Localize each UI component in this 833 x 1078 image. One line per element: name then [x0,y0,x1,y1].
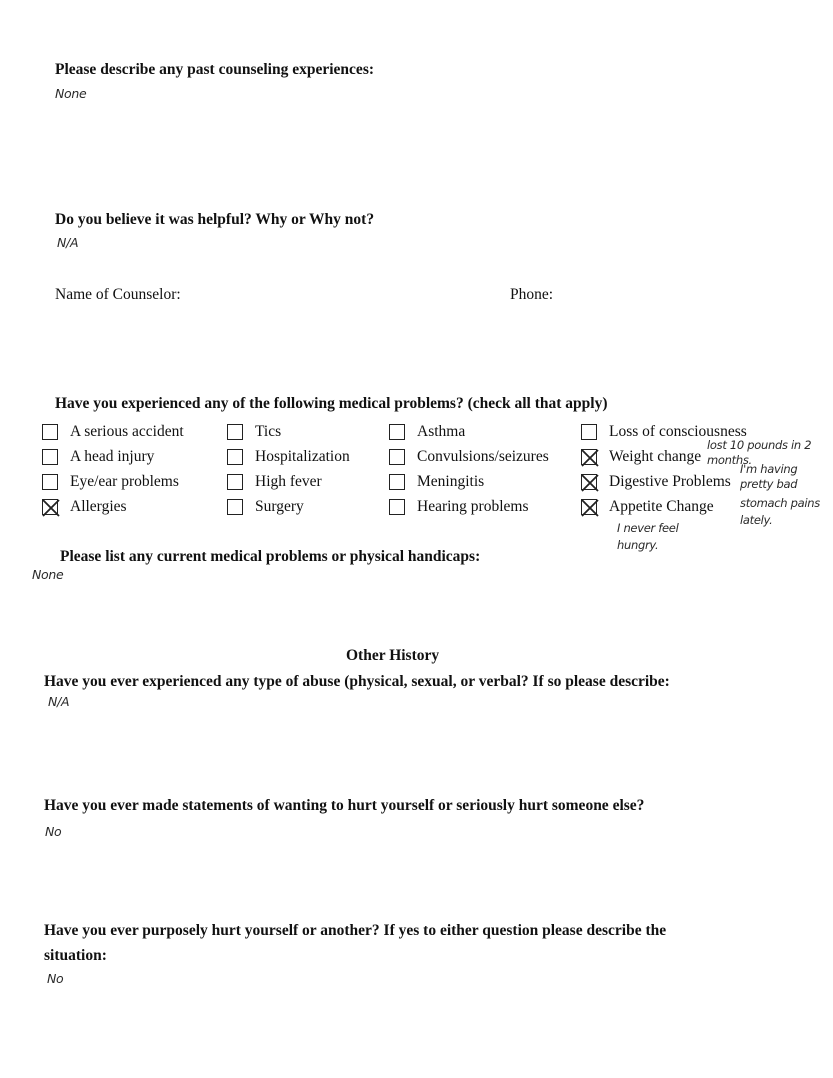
checkbox[interactable] [389,499,405,515]
checkbox[interactable] [389,424,405,440]
checkbox-label: Surgery [255,498,304,515]
checkbox-label: Loss of consciousness [609,423,747,440]
current-medical-answer[interactable]: None [32,567,64,582]
checkbox-item[interactable] [389,473,484,491]
medical-problems-question: Have you experienced any of the following medical problems? (check all that apply) [55,395,608,412]
check-x-icon [579,472,601,494]
checkbox-label: Appetite Change [609,498,714,515]
abuse-answer[interactable]: N/A [48,694,70,709]
checkbox-label: Convulsions/seizures [417,448,549,465]
past-counseling-question: Please describe any past counseling experiences: [55,61,375,78]
checkbox-item[interactable] [227,473,322,491]
checkbox[interactable] [581,499,597,515]
digestive-note-line: pretty bad [740,477,798,491]
checkbox-item[interactable] [389,498,528,516]
digestive-note-line: lately. [740,513,773,527]
checkbox[interactable] [581,424,597,440]
checkbox-item[interactable] [42,423,184,441]
checkbox-label: Meningitis [417,473,485,490]
appetite-note-line: I never feel [617,521,679,535]
checkbox-label: A serious accident [70,423,184,440]
checkbox-label: Hospitalization [255,448,350,465]
checkbox[interactable] [42,424,58,440]
checkbox[interactable] [42,474,58,490]
helpful-question: Do you believe it was helpful? Why or Why not? [55,211,375,228]
checkbox[interactable] [227,474,243,490]
checkbox[interactable] [227,499,243,515]
checkbox-item[interactable] [42,473,179,491]
hurt-statements-question: Have you ever made statements of wanting to hurt yourself or seriously hurt someone else? [44,797,645,814]
checkbox-item[interactable] [389,423,465,441]
weight-change-note-line: months. [707,453,752,467]
checkbox[interactable] [389,474,405,490]
check-x-icon [579,447,601,469]
counselor-name-label: Name of Counselor: [55,286,181,303]
checkbox[interactable] [581,474,597,490]
abuse-question: Have you ever experienced any type of abuse (physical, sexual, or verbal? If so please describe: [44,673,670,690]
checkbox-label: Weight change [609,448,702,465]
purposely-hurt-question-line: Have you ever purposely hurt yourself or another? If yes to either question please describe the [44,922,667,939]
weight-change-note-line: lost 10 pounds in 2 [707,438,812,452]
past-counseling-answer[interactable]: None [55,86,87,101]
checkbox-label: A head injury [70,448,155,465]
checkbox[interactable] [389,449,405,465]
checkbox-label: Allergies [70,498,127,515]
checkbox-item[interactable] [42,498,127,516]
counselor-phone-label: Phone: [510,286,554,303]
checkbox-item[interactable] [581,498,714,516]
hurt-statements-answer[interactable]: No [45,824,62,839]
digestive-note-line: I'm having [740,462,798,476]
checkbox-item[interactable] [581,448,701,466]
purposely-hurt-answer[interactable]: No [47,971,64,986]
current-medical-question: Please list any current medical problems or physical handicaps: [60,548,481,565]
check-x-icon [40,497,62,519]
checkbox-item[interactable] [581,473,731,491]
checkbox-item[interactable] [42,448,154,466]
checkbox-label: Digestive Problems [609,473,731,490]
helpful-answer[interactable]: N/A [57,235,79,250]
checkbox[interactable] [42,449,58,465]
checkbox-label: Eye/ear problems [70,473,179,490]
check-x-icon [579,497,601,519]
checkbox-label: High fever [255,473,322,490]
other-history-heading: Other History [346,647,440,664]
checkbox-item[interactable] [227,448,350,466]
checkbox-item[interactable] [389,448,549,466]
checkbox[interactable] [581,449,597,465]
checkbox-item[interactable] [227,423,281,441]
purposely-hurt-question-line: situation: [44,947,107,964]
appetite-note-line: hungry. [617,538,659,552]
checkbox[interactable] [227,424,243,440]
checkbox-label: Tics [255,423,282,440]
digestive-note-line: stomach pains [740,496,820,510]
checkbox[interactable] [42,499,58,515]
checkbox[interactable] [227,449,243,465]
checkbox-item[interactable] [227,498,304,516]
checkbox-label: Asthma [417,423,466,440]
checkbox-label: Hearing problems [417,498,529,515]
